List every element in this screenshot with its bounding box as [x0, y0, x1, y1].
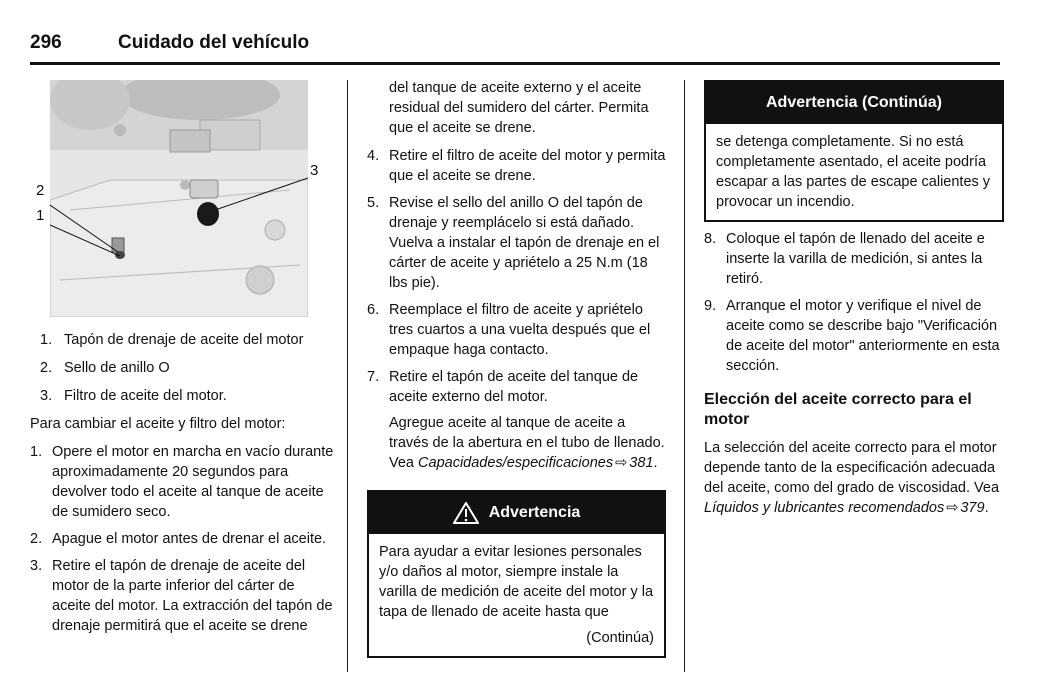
- header-divider: [30, 62, 1000, 65]
- warning-title: Advertencia: [488, 504, 581, 521]
- warning-continued-body: se detenga completamente. Si no está completamente asentado, el aceite podría escapar a las partes de escape calientes y provocar un incendio.: [716, 134, 991, 210]
- column-3: [704, 229, 1004, 518]
- warning-body: Para ayudar a evitar lesiones personales y/o daños al motor, siempre instale la varilla de medición de aceite del motor y la tapa de llenado de aceite hasta que (Continúa): [379, 544, 654, 646]
- callout-3: 3: [310, 162, 319, 179]
- step-item: 9. Arranque el motor y verifique el nivel de aceite como se describe bajo "Verificación de aceite del motor" anteriormente en esta sección.: [704, 298, 1000, 374]
- step-item: 7. Retire el tapón de aceite del tanque de aceite externo del motor.: [367, 369, 639, 405]
- warning-continued-header: Advertencia (Continúa): [706, 82, 1002, 124]
- warning-continued-box: [704, 80, 1004, 222]
- legend-item: 2. Sello de anillo O: [40, 360, 170, 376]
- column-1: [30, 414, 335, 643]
- warning-triangle-icon: [453, 502, 479, 524]
- callout-1: 1: [36, 207, 45, 224]
- engine-illustration: [50, 80, 308, 317]
- step-3-continuation: del tanque de aceite externo y el aceite residual del sumidero del cárter. Permita que el aceite se drene.: [389, 80, 649, 136]
- page-number: 296: [30, 32, 62, 53]
- procedure-steps-2: [367, 146, 667, 407]
- procedure-steps-1: [30, 442, 335, 636]
- procedure-intro: Para cambiar el aceite y filtro del motor:: [30, 416, 286, 432]
- capacities-reference-link[interactable]: Capacidades/especificaciones ⇨ 381: [418, 455, 654, 471]
- step-item: 4. Retire el filtro de aceite del motor y permita que el aceite se drene.: [367, 148, 666, 184]
- section-title: Cuidado del vehículo: [118, 32, 310, 53]
- figure-legend: [40, 330, 340, 414]
- legend-item: 3. Filtro de aceite del motor.: [40, 388, 227, 404]
- page-header: [30, 32, 1000, 62]
- column-divider-2: [684, 80, 685, 672]
- page-reference-arrow-icon: ⇨: [946, 500, 959, 516]
- callout-2: 2: [36, 182, 45, 199]
- step-7-extra: Agregue aceite al tanque de aceite a través de la abertura en el tubo de llenado. Vea Capacidades/especificaciones ⇨ 381.: [389, 415, 665, 471]
- warning-header: [369, 492, 664, 534]
- page-reference-arrow-icon: ⇨: [615, 455, 628, 471]
- warning-box: [367, 490, 666, 658]
- warning-continued: (Continúa): [586, 630, 654, 646]
- column-divider-1: [347, 80, 348, 672]
- column-2: [367, 78, 667, 473]
- oil-selection-paragraph: La selección del aceite correcto para el motor depende tanto de la especificación adecuada del aceite, como del grado de viscosidad. Vea Líquidos y lubricantes recomendados ⇨ 379.: [704, 440, 1000, 516]
- procedure-steps-3: [704, 229, 1004, 376]
- engine-figure: [36, 80, 319, 317]
- oil-filter-shape: [197, 202, 219, 226]
- legend-item: 1. Tapón de drenaje de aceite del motor: [40, 332, 304, 348]
- step-item: 3. Retire el tapón de drenaje de aceite del motor de la parte inferior del cárter de aceite del motor. La extracción del tapón de drenaje permitirá que el aceite se drene: [30, 558, 333, 634]
- step-item: 5. Revise el sello del anillo O del tapón de drenaje y reemplácelo si está dañado. Vuelva a instalar el tapón de drenaje en el cárter de aceite y apriételo a 25 N.m (18 lbs pie).: [367, 195, 660, 291]
- oil-selection-heading: Elección del aceite correcto para el motor: [704, 391, 972, 428]
- step-item: 2. Apague el motor antes de drenar el aceite.: [30, 531, 327, 547]
- step-item: 6. Reemplace el filtro de aceite y apriételo tres cuartos a una vuelta después que el empaque haga contacto.: [367, 302, 651, 358]
- step-item: 1. Opere el motor en marcha en vacío durante aproximadamente 20 segundos para devolver todo el aceite al tanque de aceite de sumidero seco.: [30, 444, 334, 520]
- fluids-reference-link[interactable]: Líquidos y lubricantes recomendados ⇨ 379: [704, 500, 985, 516]
- step-item: 8. Coloque el tapón de llenado del aceite e inserte la varilla de medición, si antes la retiró.: [704, 231, 985, 287]
